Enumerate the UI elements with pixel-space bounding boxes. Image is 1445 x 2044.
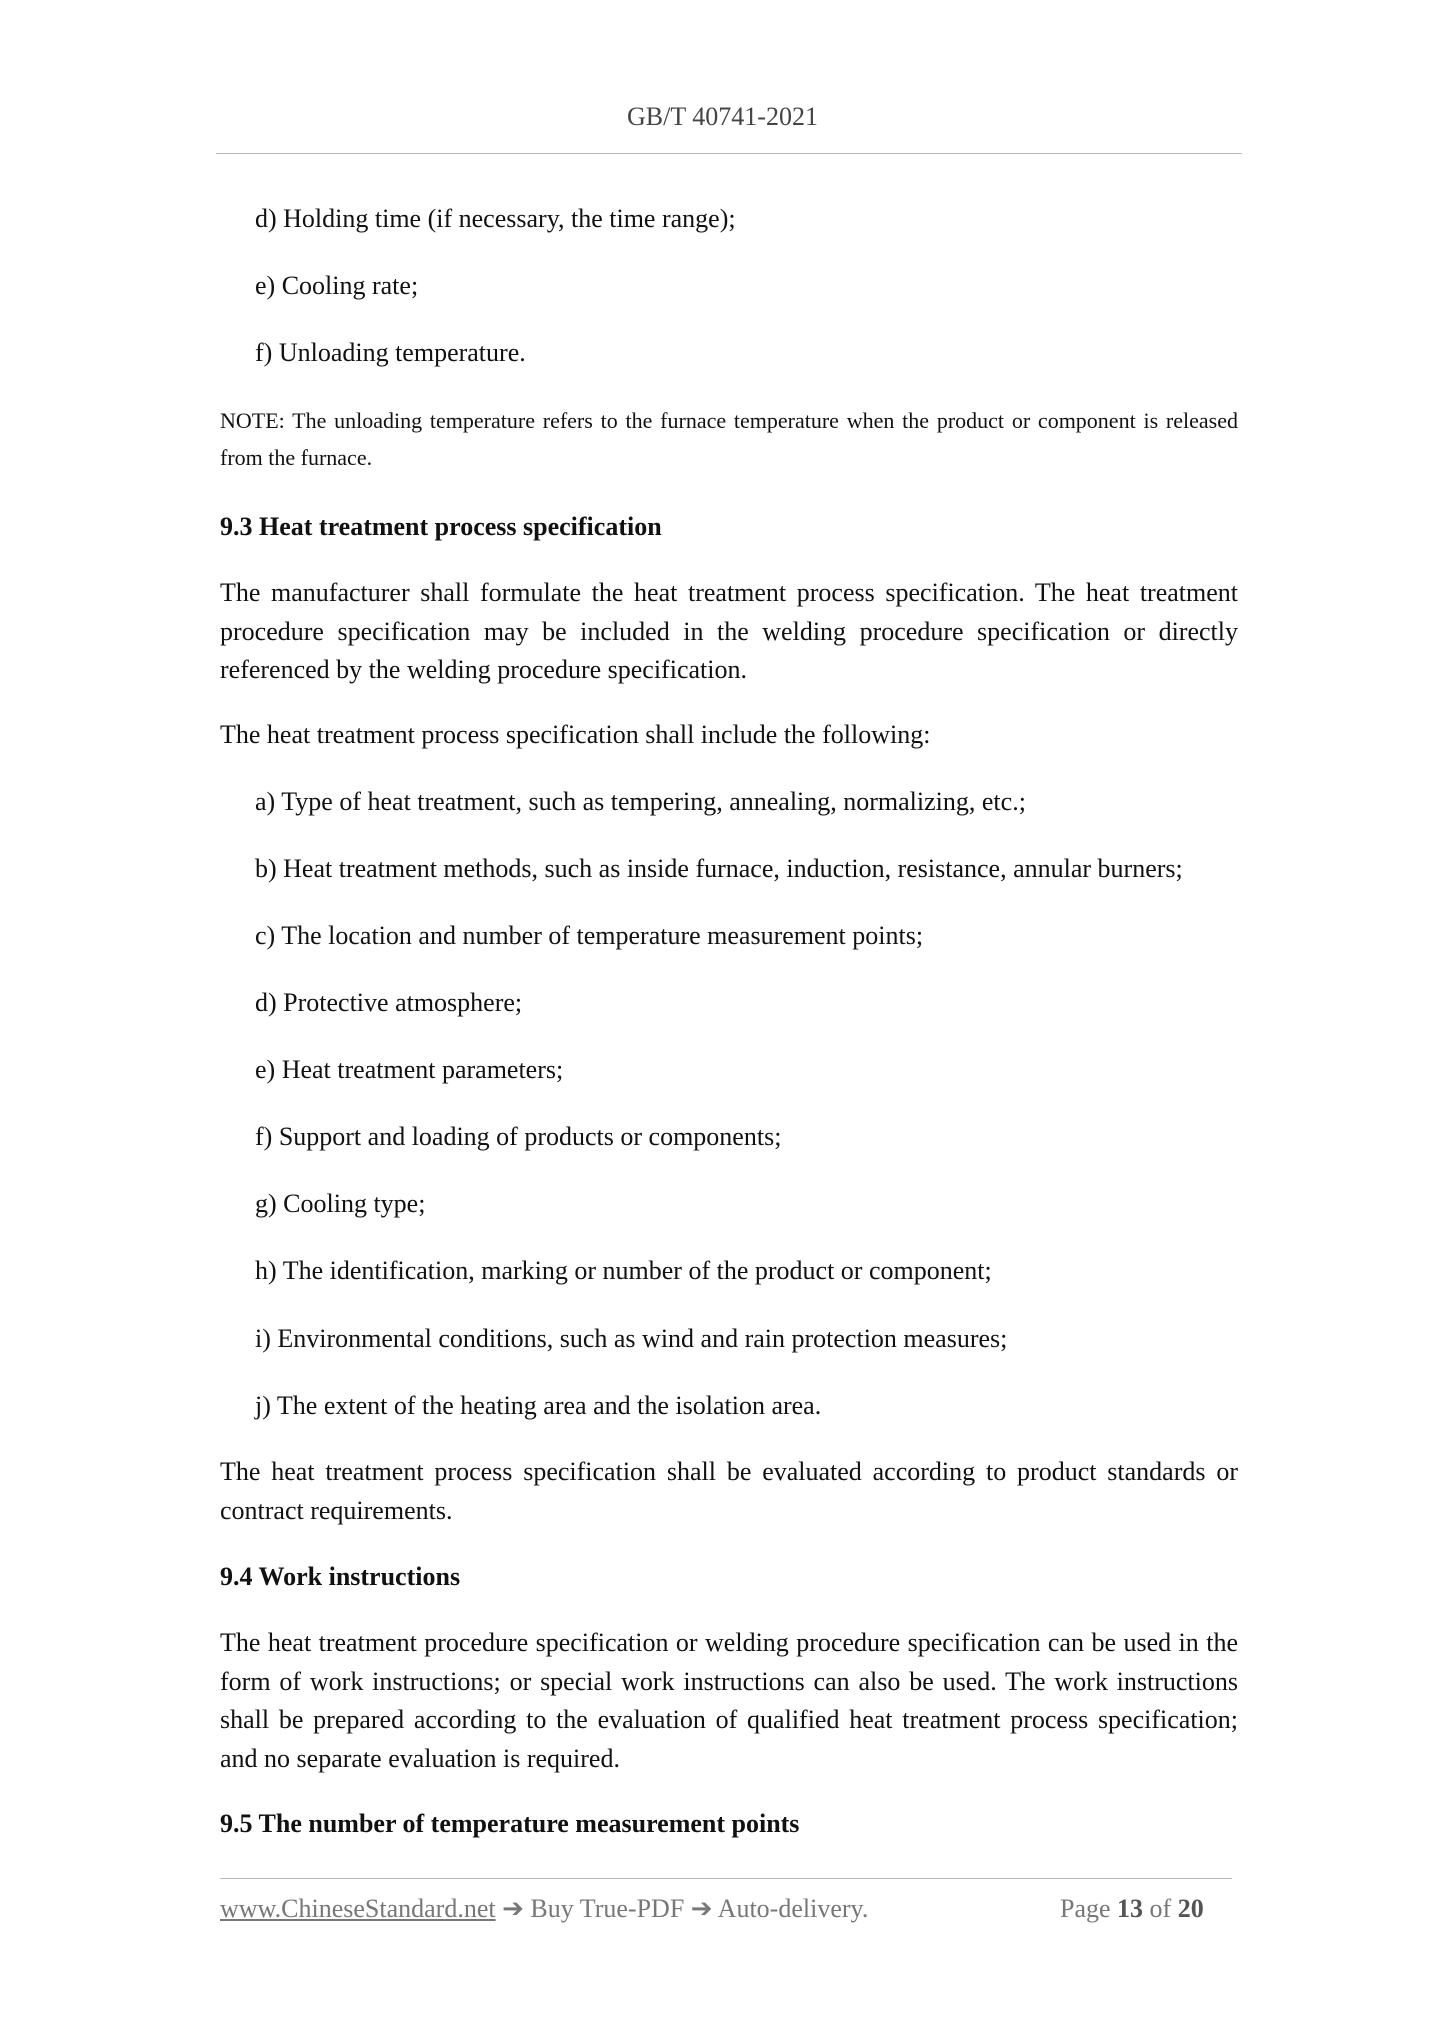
- footer-divider: [220, 1878, 1232, 1879]
- auto-delivery-text: Auto-delivery.: [717, 1894, 869, 1923]
- of-label: of: [1149, 1894, 1172, 1923]
- header-divider: [216, 153, 1242, 154]
- page-number: 13: [1117, 1894, 1144, 1923]
- list-item: i) Environmental conditions, such as wind and rain protection measures;: [255, 1324, 1008, 1353]
- buy-text: Buy True-PDF: [530, 1894, 685, 1923]
- page-label: Page: [1060, 1894, 1111, 1923]
- section-heading-9-5: 9.5 The number of temperature measurement points: [220, 1809, 800, 1838]
- list-item: a) Type of heat treatment, such as tempering, annealing, normalizing, etc.;: [255, 787, 1026, 816]
- list-item: h) The identification, marking or number of the product or component;: [255, 1256, 992, 1285]
- paragraph: The heat treatment procedure specification or welding procedure specification can be used in the form of work instructions; or special work instructions can also be used. The work instructions shall be prepared according to the evaluation of qualified heat treatment process specification; and no separate evaluation is required.: [220, 1628, 1238, 1773]
- list-item: b) Heat treatment methods, such as inside furnace, induction, resistance, annular burners;: [255, 854, 1183, 883]
- page-indicator: [1060, 1894, 1204, 1924]
- list-item: d) Holding time (if necessary, the time range);: [255, 204, 736, 233]
- list-item: e) Heat treatment parameters;: [255, 1055, 564, 1084]
- list-item: f) Support and loading of products or components;: [255, 1122, 782, 1151]
- arrow-icon: ➔: [690, 1894, 713, 1923]
- list-item: j) The extent of the heating area and the isolation area.: [255, 1391, 822, 1420]
- site-link[interactable]: www.ChineseStandard.net: [220, 1894, 496, 1923]
- page-total: 20: [1177, 1894, 1204, 1923]
- list-item: d) Protective atmosphere;: [255, 988, 523, 1017]
- paragraph: The heat treatment process specification shall include the following:: [220, 720, 931, 749]
- arrow-icon: ➔: [502, 1894, 524, 1923]
- footer-promo: [220, 1894, 868, 1924]
- list-item: g) Cooling type;: [255, 1189, 426, 1218]
- paragraph: The manufacturer shall formulate the heat treatment process specification. The heat treatment procedure specification may be included in the welding procedure specification or directly referenced by the welding procedure specification.: [220, 578, 1238, 684]
- list-item: e) Cooling rate;: [255, 271, 419, 300]
- section-heading-9-4: 9.4 Work instructions: [220, 1562, 461, 1591]
- section-heading-9-3: 9.3 Heat treatment process specification: [220, 512, 662, 541]
- note-text: NOTE: The unloading temperature refers to the furnace temperature when the product or component is released from the furnace.: [220, 408, 1238, 470]
- list-item: f) Unloading temperature.: [255, 338, 526, 367]
- document-code: GB/T 40741-2021: [627, 102, 818, 131]
- list-item: c) The location and number of temperature measurement points;: [255, 921, 924, 950]
- paragraph: The heat treatment process specification shall be evaluated according to product standards or contract requirements.: [220, 1457, 1238, 1525]
